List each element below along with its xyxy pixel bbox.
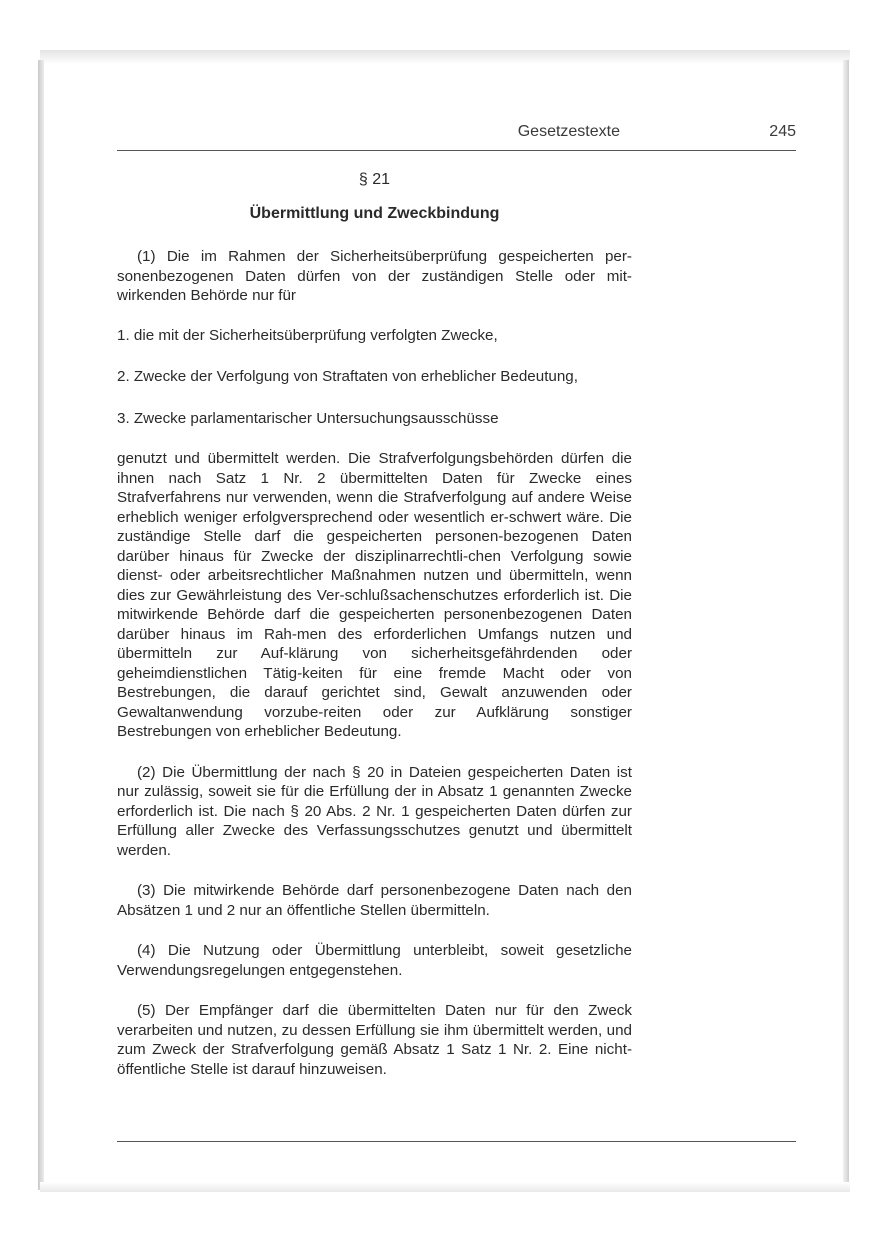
paragraph-2: (2) Die Übermittlung der nach § 20 in Dateien gespeicherten Daten ist nur zulässig, soweit sie für die Erfüllung der in Absatz 1 genannten Zwecke erforderlich ist. Die nach § 20 Abs. 2 Nr. 1 gespeicherten Daten dürfen zur Erfüllung aller Zwecke des Verfassungsschutzes genutzt und übermittelt werden. bbox=[117, 763, 632, 859]
footer-rule bbox=[117, 1141, 796, 1142]
section-body bbox=[117, 247, 632, 1079]
paragraph-4: (4) Die Nutzung oder Übermittlung unterbleibt, soweit gesetzliche Verwendungsregelungen entgegenstehen. bbox=[117, 942, 632, 979]
running-header-title: Gesetzestexte bbox=[517, 123, 620, 140]
scan-edge-left bbox=[38, 60, 44, 1190]
list-item-1: 1. die mit der Sicherheitsüberprüfung verfolgten Zwecke, bbox=[117, 326, 498, 344]
paragraph-3: (3) Die mitwirkende Behörde darf personenbezogene Daten nach den Absätzen 1 und 2 nur an öffentliche Stellen übermitteln. bbox=[117, 882, 632, 919]
paragraph-5: (5) Der Empfänger darf die übermittelten Daten nur für den Zweck verarbeiten und nutzen, zu dessen Erfüllung sie ihm übermittelt werden, und zum Zweck der Strafverfolgung gemäß Absatz 1 Satz 1 Nr. 2. Eine nicht-öffentliche Stelle ist darauf hinzuweisen. bbox=[117, 1002, 632, 1078]
list-item-3: 3. Zwecke parlamentarischer Untersuchungsausschüsse bbox=[117, 409, 499, 427]
scan-edge-right bbox=[843, 60, 849, 1190]
header-rule bbox=[117, 150, 796, 151]
section-title: Übermittlung und Zweckbindung bbox=[249, 205, 500, 222]
paragraph-1-intro: (1) Die im Rahmen der Sicherheitsüberprüfung gespeicherten per-sonenbezogenen Daten dürfen von der zuständigen Stelle oder mit-wirkenden Behörde nur für bbox=[117, 248, 632, 304]
scan-edge-bottom bbox=[40, 1182, 850, 1192]
paragraph-1-continuation: genutzt und übermittelt werden. Die Strafverfolgungsbehörden dürfen die ihnen nach Satz 1 Nr. 2 übermittelten Daten für Zwecke eines Strafverfahrens nur verwenden, wenn die Strafverfolgung auf andere Weise erheblich weniger erfolgversprechend oder wesentlich er-schwert wäre. Die zuständige Stelle darf die gespeicherten personen-bezogenen Daten darüber hinaus für Zwecke der disziplinarrechtli-chen Verfolgung sowie dienst- oder arbeitsrechtlicher Maßnahmen nutzen und übermitteln, wenn dies zur Gewährleistung des Ver-schlußsachenschutzes erforderlich ist. Die mitwirkende Behörde darf die gespeicherten personenbezogenen Daten darüber hinaus im Rah-men des erforderlichen Umfangs nutzen und übermitteln zur Auf-klärung von sicherheitsgefährdenden oder geheimdienstlichen Tätig-keiten für eine fremde Macht oder von Bestrebungen, die darauf gerichtet sind, Gewalt anzuwenden oder Gewaltanwendung vorzube-reiten oder zur Aufklärung sonstiger Bestrebungen von erheblicher Bedeutung. bbox=[117, 450, 632, 740]
list-item-2: 2. Zwecke der Verfolgung von Straftaten von erheblicher Bedeutung, bbox=[117, 368, 578, 385]
section-number: § 21 bbox=[358, 171, 391, 188]
page-number: 245 bbox=[769, 123, 796, 140]
scan-edge-top bbox=[40, 50, 850, 64]
